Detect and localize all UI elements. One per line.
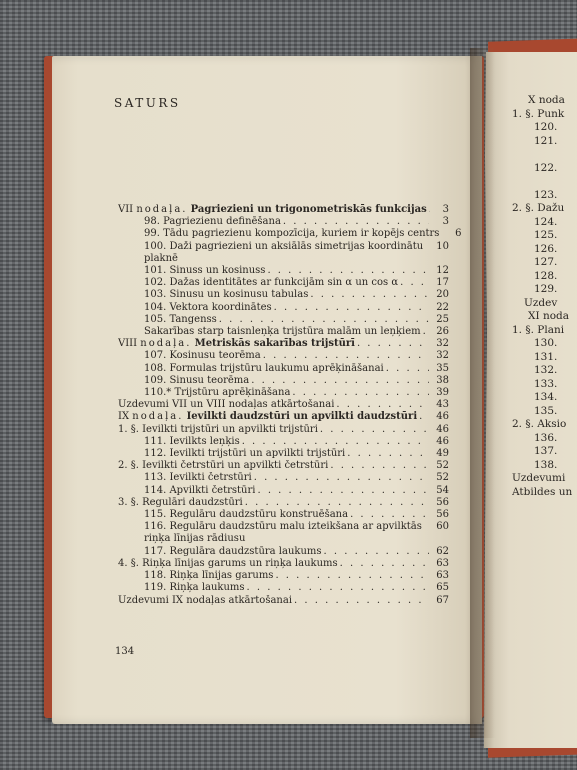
entry-title: Tādu pagriezienu kompozīcija, kuriem ir kopējs centrs — [163, 228, 440, 240]
toc-entry-text — [144, 448, 345, 460]
chapter-title: Metriskās sakarības trijstūrī — [194, 338, 355, 350]
toc-entry-text — [144, 436, 240, 448]
entry-page-number: 49 — [436, 448, 449, 460]
leader-dots — [350, 509, 429, 521]
right-page-line: 121. — [534, 134, 558, 147]
leader-dots — [267, 265, 429, 277]
entry-number: 100. — [144, 240, 167, 252]
entry-title: Daži pagriezieni un aksiālās simetrijas koordinātu plaknē — [144, 240, 424, 264]
toc-entry-text — [144, 265, 265, 277]
toc-entry-text — [118, 460, 328, 472]
right-page-line: X noda — [528, 94, 565, 106]
toc-chapter-entry — [104, 338, 449, 350]
chapter-number: IX — [118, 411, 130, 423]
entry-page-number: 32 — [436, 338, 449, 350]
entry-number: 3. §. — [118, 496, 139, 508]
leader-dots — [423, 326, 429, 338]
entry-title: Sakarības starp taisnleņķa trijstūra malām un leņķiem — [144, 326, 421, 338]
leader-dots — [263, 350, 429, 362]
entry-number: 110.* — [144, 387, 172, 399]
entry-page-number: 17 — [436, 277, 449, 289]
entry-page-number: 3 — [442, 216, 449, 228]
entry-page-number: 39 — [436, 387, 449, 399]
entry-number: 116. — [144, 521, 167, 533]
leader-dots — [274, 302, 429, 314]
toc-entry-text — [144, 582, 245, 594]
entry-title: Ievilkti trijstūri un apvilkti trijstūri — [169, 448, 346, 460]
entry-number: 2. §. — [118, 460, 139, 472]
toc-entry — [104, 241, 449, 265]
right-page-line: 2. §. Dažu — [512, 202, 565, 214]
leader-dots — [419, 411, 429, 423]
leader-dots — [336, 399, 429, 411]
entry-page-number: 56 — [436, 496, 449, 508]
entry-page-number: 52 — [436, 460, 449, 472]
leader-dots — [324, 546, 429, 558]
toc-entry — [104, 546, 449, 558]
leader-dots — [386, 363, 429, 375]
right-page-line: Atbildes un — [512, 485, 573, 498]
right-page-line: XI noda — [528, 310, 570, 322]
chapter-word: nodaļa. — [140, 338, 192, 350]
leader-dots — [400, 277, 429, 289]
entry-number: 109. — [144, 374, 167, 386]
toc-entry-text — [118, 411, 417, 423]
toc-entry — [104, 485, 449, 497]
toc-entry — [104, 436, 449, 448]
entry-title: Ievilkti četrstūri — [169, 472, 252, 484]
toc-entry-text — [144, 216, 281, 228]
entry-title: Vektora koordinātes — [169, 301, 272, 313]
right-page-line: 133. — [534, 377, 558, 390]
entry-number: 1. §. — [118, 423, 139, 435]
entry-title: Ievilkti trijstūri un apvilkti trijstūri — [142, 423, 318, 435]
toc-entry-text — [144, 375, 249, 387]
right-page-line: 138. — [534, 458, 558, 471]
leader-dots — [242, 436, 429, 448]
entry-number: 118. — [144, 570, 167, 582]
entry-page-number: 46 — [436, 411, 449, 423]
toc-entry — [104, 472, 449, 484]
entry-number: 104. — [144, 301, 167, 313]
entry-page-number: 38 — [436, 374, 449, 386]
chapter-title: Pagriezieni un trigonometriskās funkcijas — [190, 204, 427, 215]
toc-entry-text — [144, 289, 308, 301]
toc-entry — [104, 448, 449, 460]
book-spine-shadow — [470, 48, 496, 738]
right-page-line: 130. — [534, 337, 558, 349]
toc-entry-text — [144, 350, 261, 362]
right-page-line: Uzdevumi — [512, 472, 566, 484]
entry-title: Uzdevumi IX nodaļas atkārtošanai — [118, 594, 293, 606]
toc-entry — [104, 289, 449, 301]
entry-title: Regulāru daudzstūru malu izteikšana ar apvilktās riņķa līnijas rādiusu — [144, 521, 422, 545]
entry-page-number: 67 — [436, 594, 449, 606]
entry-page-number: 52 — [436, 472, 449, 484]
leader-dots — [247, 582, 429, 594]
right-page-line: 137. — [534, 445, 558, 457]
entry-page-number: 63 — [436, 570, 449, 582]
leader-dots — [357, 338, 429, 350]
entry-title: Kosinusu teorēma — [169, 350, 261, 362]
right-page-line: 122. — [534, 161, 558, 174]
entry-title: Apvilkti četrstūri — [169, 484, 256, 496]
right-page-line: 2. §. Aksio — [512, 418, 567, 430]
entry-page-number: 10 — [436, 240, 449, 252]
toc-entry — [104, 595, 449, 607]
leader-dots — [310, 289, 429, 301]
entry-title: Tangenss — [169, 313, 217, 325]
chapter-number: VIII — [118, 338, 138, 350]
right-page-line: 126. — [534, 242, 558, 255]
entry-page-number: 3 — [442, 204, 449, 215]
toc-entry — [104, 314, 449, 326]
toc-entry-text — [118, 424, 318, 436]
right-page-line: 1. §. Punk — [512, 107, 565, 120]
entry-number: 111. — [144, 435, 167, 447]
leader-dots — [283, 216, 429, 228]
toc-entry-text — [118, 399, 334, 411]
toc-chapter-entry — [104, 204, 449, 216]
table-of-contents — [104, 96, 462, 607]
toc-section-entry — [104, 497, 449, 509]
toc-entry — [104, 570, 449, 582]
toc-section-entry — [104, 558, 449, 570]
toc-entry-text — [144, 302, 272, 314]
toc-entry — [104, 228, 462, 240]
entry-page-number: 22 — [436, 301, 449, 313]
chapter-word: nodaļa. — [136, 204, 188, 215]
toc-entry — [104, 326, 449, 338]
leader-dots — [330, 460, 429, 472]
leader-dots — [347, 448, 429, 460]
entry-title: Regulāra daudzstūra laukums — [169, 545, 322, 557]
entry-number: 114. — [144, 484, 167, 496]
entry-title: Riņķa līnijas garums — [169, 570, 274, 582]
entry-page-number: 60 — [436, 521, 449, 533]
page-number: 134 — [115, 646, 135, 657]
entry-number: 117. — [144, 545, 167, 557]
toc-entry-text — [144, 472, 252, 484]
right-page-line: 129. — [534, 283, 558, 295]
right-page-line: 123. — [534, 188, 558, 201]
entry-title: Formulas trijstūru laukumu aprēķināšanai — [169, 362, 384, 374]
entry-title: Trijstūru aprēķināšana — [174, 387, 291, 399]
toc-entry-text — [118, 497, 243, 509]
toc-section-entry — [104, 460, 449, 472]
entry-page-number: 63 — [436, 557, 449, 569]
toc-entry — [104, 509, 449, 521]
toc-entry-text — [144, 387, 290, 399]
toc-list — [104, 204, 462, 607]
chapter-title: Ievilkti daudzstūri un apvilkti daudzstūri — [186, 411, 418, 423]
toc-section-entry — [104, 424, 449, 436]
entry-page-number: 56 — [436, 509, 449, 521]
entry-page-number: 65 — [436, 582, 449, 594]
entry-number: 101. — [144, 265, 167, 277]
toc-entry-text — [144, 485, 255, 497]
right-page-text — [512, 94, 577, 499]
right-page-line: 124. — [534, 215, 558, 228]
entry-number: 115. — [144, 509, 167, 521]
right-page-line: 120. — [534, 121, 558, 133]
right-page-line — [512, 148, 577, 162]
toc-chapter-entry — [104, 411, 449, 423]
entry-page-number: 46 — [436, 435, 449, 447]
toc-entry-text — [144, 241, 431, 265]
entry-number: 119. — [144, 582, 167, 594]
entry-page-number: 54 — [436, 484, 449, 496]
toc-entry — [104, 582, 449, 594]
toc-entry — [104, 521, 449, 545]
entry-title: Sinuss un kosinuss — [169, 265, 266, 277]
toc-entry — [104, 375, 449, 387]
leader-dots — [251, 375, 429, 387]
leader-dots — [245, 497, 429, 509]
toc-entry-text — [144, 570, 273, 582]
entry-number: 105. — [144, 313, 167, 325]
leader-dots — [275, 570, 429, 582]
entry-page-number: 43 — [436, 399, 449, 411]
entry-title: Sinusu un kosinusu tabulas — [169, 289, 309, 301]
entry-number: 103. — [144, 289, 167, 301]
right-page-line: 1. §. Plani — [512, 323, 565, 336]
entry-title: Regulāri daudzstūri — [142, 496, 243, 508]
entry-page-number: 46 — [436, 423, 449, 435]
leader-dots — [320, 424, 429, 436]
toc-entry — [104, 399, 449, 411]
toc-entry — [104, 302, 449, 314]
entry-title: Ievilkti četrstūri un apvilkti četrstūri — [142, 460, 329, 472]
toc-entry-text — [118, 558, 338, 570]
right-page-line: 128. — [534, 269, 558, 282]
right-page-line: 125. — [534, 229, 558, 241]
entry-number: 99. — [144, 228, 160, 240]
toc-entry-text — [144, 314, 217, 326]
entry-title: Regulāru daudzstūru konstruēšana — [169, 509, 349, 521]
toc-entry-text — [144, 363, 384, 375]
chapter-number: VII — [118, 204, 134, 215]
toc-entry-text — [144, 509, 348, 521]
right-page-line: 136. — [534, 431, 558, 444]
leader-dots — [294, 595, 429, 607]
entry-title: Ievilkts leņķis — [169, 435, 240, 447]
toc-entry-text — [144, 277, 398, 289]
toc-entry — [104, 387, 449, 399]
leader-dots — [292, 387, 429, 399]
entry-page-number: 62 — [436, 545, 449, 557]
toc-entry-text — [144, 521, 431, 545]
toc-entry — [104, 363, 449, 375]
right-page-line: Uzdev — [524, 296, 558, 309]
chapter-word: nodaļa. — [132, 411, 184, 423]
toc-entry-text — [144, 326, 421, 338]
right-page-line: 134. — [534, 391, 558, 403]
entry-title: Dažas identitātes ar funkcijām sin α un cos α — [169, 277, 399, 289]
right-page-line: 131. — [534, 350, 558, 363]
leader-dots — [340, 558, 429, 570]
toc-entry-text — [144, 546, 322, 558]
entry-number: 98. — [144, 216, 160, 228]
toc-entry — [104, 277, 449, 289]
entry-page-number: 25 — [436, 313, 449, 325]
entry-title: Pagriezienu definēšana — [163, 216, 281, 228]
toc-entry-text — [118, 595, 292, 607]
entry-number: 4. §. — [118, 557, 139, 569]
entry-number: 112. — [144, 448, 167, 460]
toc-heading: SATURS — [114, 96, 181, 110]
entry-page-number: 32 — [436, 350, 449, 362]
toc-entry-text — [144, 228, 439, 240]
toc-entry — [104, 350, 449, 362]
entry-number: 113. — [144, 472, 167, 484]
right-page-line: 135. — [534, 404, 558, 417]
entry-title: Sinusu teorēma — [169, 374, 250, 386]
entry-page-number: 26 — [436, 326, 449, 338]
entry-number: 102. — [144, 277, 167, 289]
entry-page-number: 35 — [436, 362, 449, 374]
entry-title: Riņķa līnijas garums un riņķa laukums — [142, 557, 338, 569]
leader-dots — [254, 472, 429, 484]
entry-number: 107. — [144, 350, 167, 362]
right-page-line: 127. — [534, 256, 558, 268]
leader-dots — [257, 485, 429, 497]
toc-entry — [104, 216, 449, 228]
right-page-line: 132. — [534, 364, 558, 376]
entry-page-number: 20 — [436, 289, 449, 301]
entry-page-number: 6 — [455, 228, 462, 240]
toc-entry-text — [118, 204, 427, 216]
right-page-line — [512, 175, 577, 189]
entry-title: Uzdevumi VII un VIII nodaļas atkārtošanai — [118, 399, 335, 411]
entry-page-number: 12 — [436, 265, 449, 277]
entry-number: 108. — [144, 362, 167, 374]
toc-entry-text — [118, 338, 355, 350]
toc-entry — [104, 265, 449, 277]
entry-title: Riņķa laukums — [169, 582, 245, 594]
leader-dots — [219, 314, 429, 326]
